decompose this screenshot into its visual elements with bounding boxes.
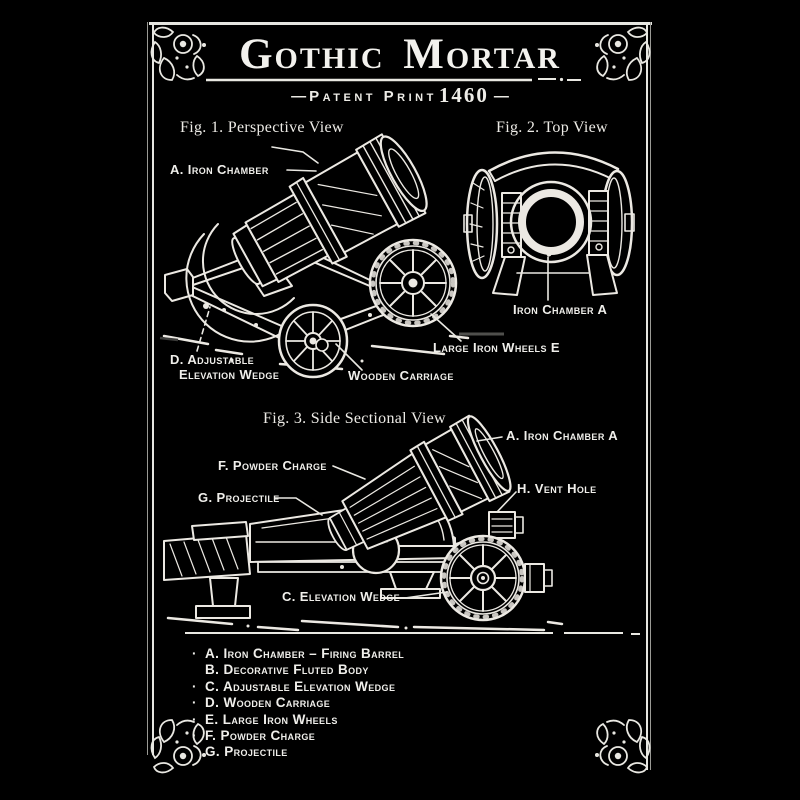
legend-text: F. Powder Charge (205, 728, 316, 744)
legend-bullet: · (192, 728, 197, 744)
legend-item (192, 695, 404, 711)
poster-border-left-inner (152, 22, 154, 755)
fig1-label-iron-chamber: A. Iron Chamber (170, 162, 269, 177)
legend-item (192, 646, 404, 662)
fig1-label-adjustable-line1: D. Adjustable (170, 352, 255, 367)
fig1-label-adjustable-elevation-wedge (170, 352, 279, 382)
legend-item (192, 712, 404, 728)
legend-item (192, 728, 404, 744)
legend-text: A. Iron Chamber – Firing Barrel (205, 646, 405, 661)
fig2-illustration (465, 145, 645, 310)
fig3-label-iron-chamber: A. Iron Chamber A (506, 428, 619, 443)
fig1-label-large-iron-wheels: Large Iron Wheels E (433, 340, 560, 355)
fig3-label-vent-hole: H. Vent Hole (517, 481, 597, 496)
parts-legend (192, 646, 404, 761)
corner-flourish-bottom-right-icon (582, 717, 652, 775)
fig3-label-elevation-wedge: C. Elevation Wedge (282, 589, 401, 604)
legend-item (192, 679, 404, 695)
subtitle-text: Patent Print (309, 88, 437, 105)
fig3-label-powder-charge: F. Powder Charge (218, 458, 327, 473)
page-title: Gothic Mortar (239, 31, 561, 78)
poster-border-top (149, 22, 652, 25)
legend-text: D. Wooden Carriage (205, 695, 331, 711)
legend-bullet: · (192, 695, 197, 711)
legend-text: B. Decorative Fluted Body (205, 662, 369, 678)
fig2-label-iron-chamber: Iron Chamber A (513, 302, 608, 317)
poster-subtitle (148, 83, 652, 108)
legend-bullet: · (192, 711, 197, 727)
poster-border-left-outer (147, 22, 148, 755)
legend-item (192, 744, 404, 760)
subtitle-dash-right: — (493, 88, 509, 105)
fig2-caption: Fig. 2. Top View (496, 119, 608, 136)
fig3-caption: Fig. 3. Side Sectional View (263, 410, 446, 427)
subtitle-dash-left: — (291, 88, 307, 105)
fig1-caption: Fig. 1. Perspective View (180, 119, 344, 136)
legend-item (192, 662, 404, 678)
fig3-label-projectile: G. Projectile (198, 490, 280, 505)
poster-border-right-inner (646, 22, 648, 770)
legend-bullet: · (192, 678, 197, 694)
legend-text: E. Large Iron Wheels (205, 711, 338, 727)
legend-text: G. Projectile (205, 744, 288, 760)
legend-text: C. Adjustable Elevation Wedge (205, 678, 396, 694)
legend-bullet: · (192, 646, 197, 661)
subtitle-year: 1460 (438, 83, 489, 107)
fig1-label-adjustable-line2: Elevation Wedge (179, 367, 280, 382)
poster-border-right-outer (650, 22, 651, 770)
fig1-label-wooden-carriage: Wooden Carriage (348, 368, 454, 383)
